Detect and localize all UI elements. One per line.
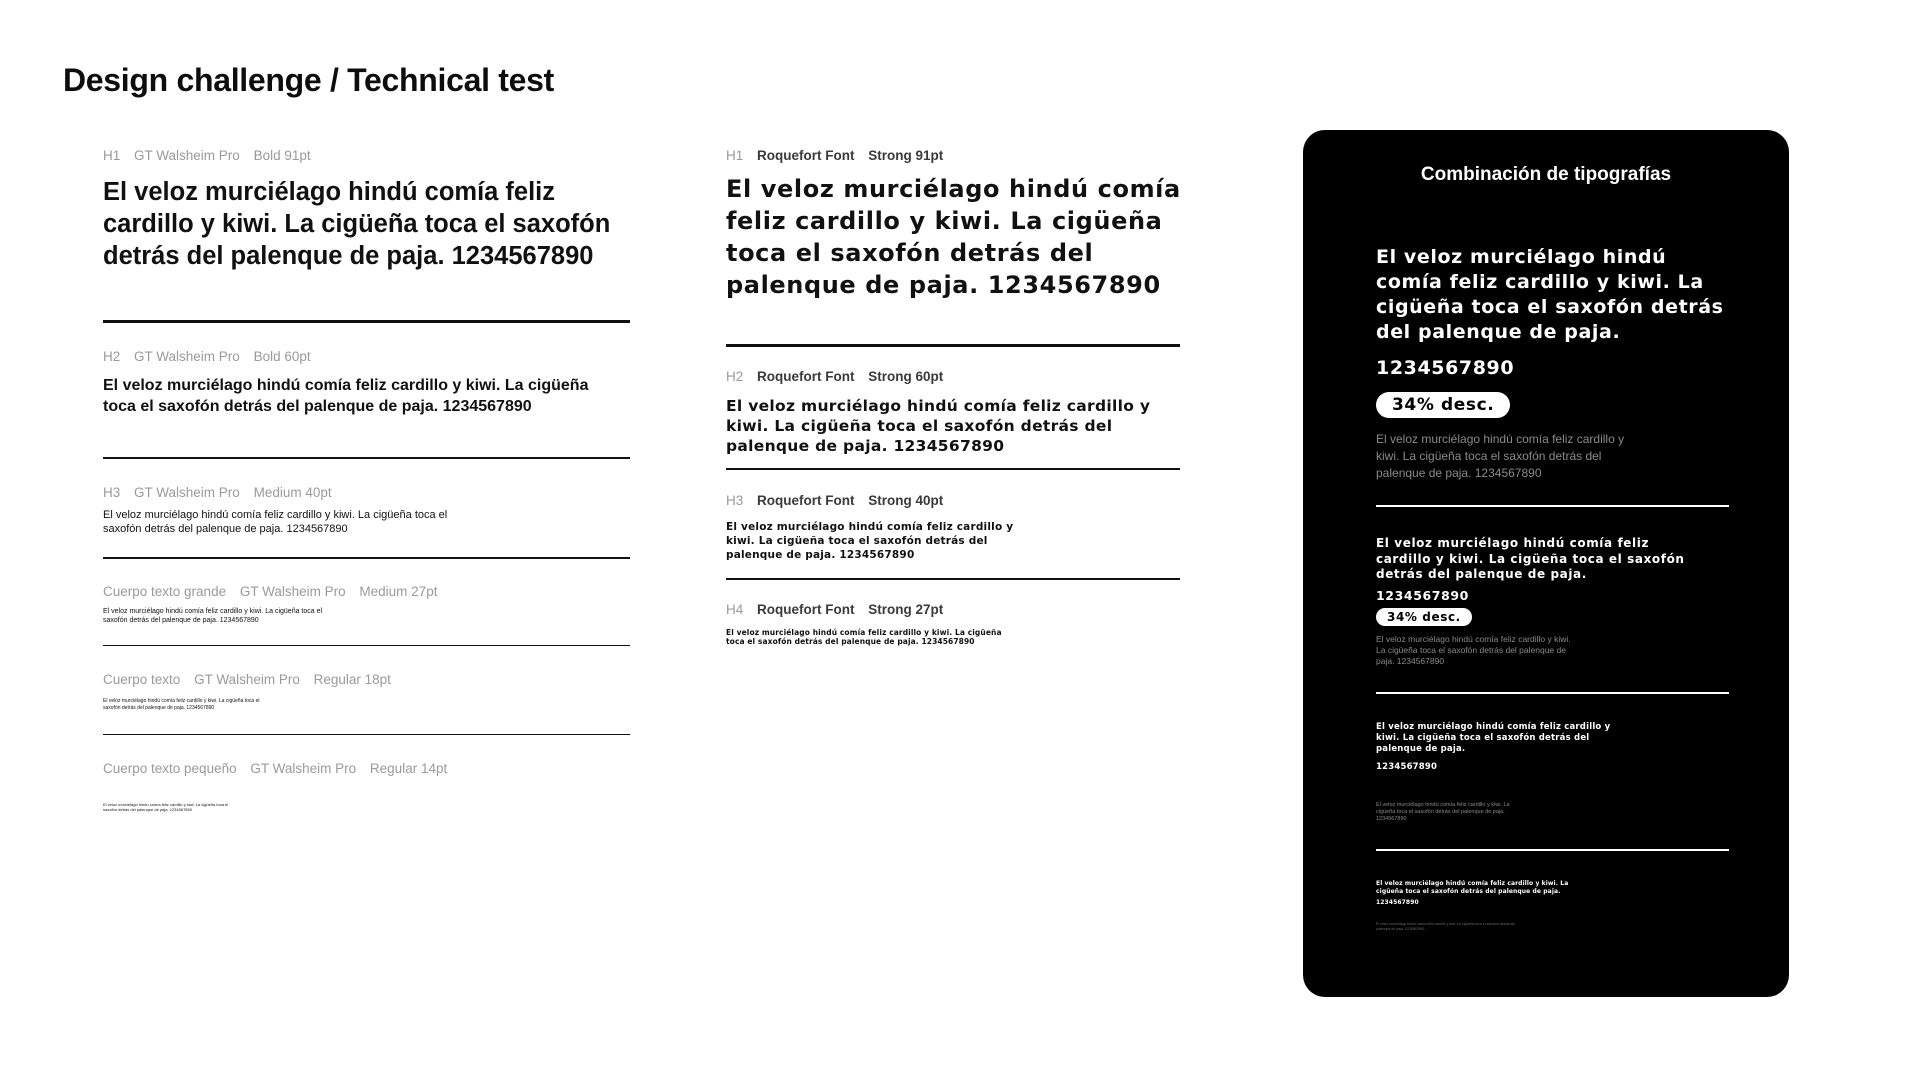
spec-weight: Regular 14pt <box>369 761 448 776</box>
card-title: Combinación de tipografías <box>1420 164 1672 185</box>
combo-card <box>1303 130 1789 997</box>
divider <box>726 578 1180 580</box>
divider <box>103 320 630 323</box>
discount-badge: 34% desc. <box>1376 608 1472 626</box>
combo-body: El veloz murciélago hindú comía feliz cardillo y kiwi. La cigüeña toca el saxofón detrás del palenque de paja. 1234567890 <box>1376 802 1510 822</box>
body-sample: El veloz murciélago hindú comía feliz cardillo y kiwi. La cigüeña toca el saxofón detrás del palenque de paja. 1234567890 <box>103 698 260 711</box>
spec-tag: H3 <box>726 493 744 508</box>
page-title: Design challenge / Technical test <box>63 62 554 98</box>
spec-font: GT Walsheim Pro <box>134 148 240 163</box>
body-spec <box>103 672 401 687</box>
spec-weight: Bold 91pt <box>253 148 311 163</box>
divider <box>1376 849 1729 851</box>
spec-tag: H2 <box>103 349 121 364</box>
divider <box>726 468 1180 470</box>
h4-spec <box>726 602 953 617</box>
divider <box>103 457 630 459</box>
divider <box>103 645 630 646</box>
divider <box>726 344 1180 347</box>
divider <box>103 557 630 559</box>
body-small-spec <box>103 761 457 776</box>
spec-weight: Regular 18pt <box>313 672 391 687</box>
discount-badge: 34% desc. <box>1376 392 1510 418</box>
spec-weight: Strong 40pt <box>868 493 944 508</box>
h2-spec <box>726 369 953 384</box>
spec-font: GT Walsheim Pro <box>134 349 240 364</box>
combo-heading: El veloz murciélago hindú comía feliz cardillo y kiwi. La cigüeña toca el saxofón detrás del palenque de paja. <box>1376 536 1685 581</box>
combo-number: 1234567890 <box>1376 357 1515 379</box>
combo-number: 1234567890 <box>1376 588 1469 603</box>
combo-body: El veloz murciélago hindú comía feliz cardillo y kiwi. La cigüeña toca el saxofón detrás del palenque de paja. 1234567890 <box>1376 634 1571 666</box>
spec-weight: Medium 27pt <box>359 584 438 599</box>
spec-tag: Cuerpo texto grande <box>103 584 227 599</box>
h3-sample: El veloz murciélago hindú comía feliz cardillo y kiwi. La cigüeña toca el saxofón detrás del palenque de paja. 1234567890 <box>103 509 448 535</box>
divider <box>1376 505 1729 507</box>
combo-heading: El veloz murciélago hindú comía feliz cardillo y kiwi. La cigüeña toca el saxofón detrás del palenque de paja. <box>1376 722 1611 754</box>
spec-font: GT Walsheim Pro <box>194 672 300 687</box>
spec-font: Roquefort Font <box>757 602 855 617</box>
spec-font: GT Walsheim Pro <box>239 584 346 599</box>
spec-tag: H1 <box>726 148 744 163</box>
body-large-sample: El veloz murciélago hindú comía feliz cardillo y kiwi. La cigüeña toca el saxofón detrás del palenque de paja. 1234567890 <box>103 608 323 624</box>
spec-tag: H2 <box>726 369 744 384</box>
spec-font: GT Walsheim Pro <box>134 485 240 500</box>
combo-body: El veloz murciélago hindú comía feliz cardillo y kiwi. La cigüeña toca el saxofón detrás del palenque de paja. 1234567890 <box>1376 432 1625 480</box>
h3-sample: El veloz murciélago hindú comía feliz cardillo y kiwi. La cigüeña toca el saxofón detrás del palenque de paja. 1234567890 <box>726 521 1014 561</box>
combo-number: 1234567890 <box>1376 899 1419 906</box>
h4-sample: El veloz murciélago hindú comía feliz cardillo y kiwi. La cigüeña toca el saxofón detrás del palenque de paja. 1234567890 <box>726 628 1002 646</box>
spec-font: Roquefort Font <box>757 148 855 163</box>
combo-heading: El veloz murciélago hindú comía feliz cardillo y kiwi. La cigüeña toca el saxofón detrás del palenque de paja. <box>1376 246 1724 343</box>
h3-spec <box>726 493 953 508</box>
h1-spec <box>726 148 953 163</box>
h2-spec <box>103 349 321 364</box>
spec-weight: Bold 60pt <box>253 349 311 364</box>
spec-font: Roquefort Font <box>757 369 855 384</box>
spec-tag: Cuerpo texto <box>103 672 181 687</box>
spec-font: Roquefort Font <box>757 493 855 508</box>
spec-tag: H3 <box>103 485 121 500</box>
spec-weight: Strong 91pt <box>868 148 944 163</box>
spec-tag: H4 <box>726 602 744 617</box>
h2-sample: El veloz murciélago hindú comía feliz cardillo y kiwi. La cigüeña toca el saxofón detrás del palenque de paja. 1234567890 <box>726 397 1151 455</box>
spec-font: GT Walsheim Pro <box>250 761 357 776</box>
spec-tag: H1 <box>103 148 121 163</box>
divider <box>103 734 630 735</box>
body-large-spec <box>103 584 447 599</box>
spec-weight: Medium 40pt <box>253 485 332 500</box>
spec-weight: Strong 27pt <box>868 602 944 617</box>
h3-spec <box>103 485 342 500</box>
divider <box>1376 692 1729 694</box>
body-small-sample: El veloz murciélago hindú comía feliz cardillo y kiwi. La cigüeña toca el saxofón detrás del palenque de paja. 1234567890 <box>103 802 229 812</box>
h1-spec <box>103 148 321 163</box>
combo-body: El veloz murciélago hindú comía feliz cardillo y kiwi. La cigüeña toca el saxofón detrás del palenque de paja. 1234567890 <box>1376 922 1516 931</box>
combo-number: 1234567890 <box>1376 762 1438 772</box>
spec-weight: Strong 60pt <box>868 369 944 384</box>
h2-sample: El veloz murciélago hindú comía feliz cardillo y kiwi. La cigüeña toca el saxofón detrás del palenque de paja. 1234567890 <box>103 377 589 415</box>
spec-tag: Cuerpo texto pequeño <box>103 761 237 776</box>
h1-sample: El veloz murciélago hindú comía feliz cardillo y kiwi. La cigüeña toca el saxofón detrás del palenque de paja. 1234567890 <box>103 178 611 270</box>
h1-sample: El veloz murciélago hindú comía feliz cardillo y kiwi. La cigüeña toca el saxofón detrás del palenque de paja. 1234567890 <box>726 175 1181 299</box>
combo-heading: El veloz murciélago hindú comía feliz cardillo y kiwi. La cigüeña toca el saxofón detrás del palenque de paja. <box>1376 880 1569 895</box>
